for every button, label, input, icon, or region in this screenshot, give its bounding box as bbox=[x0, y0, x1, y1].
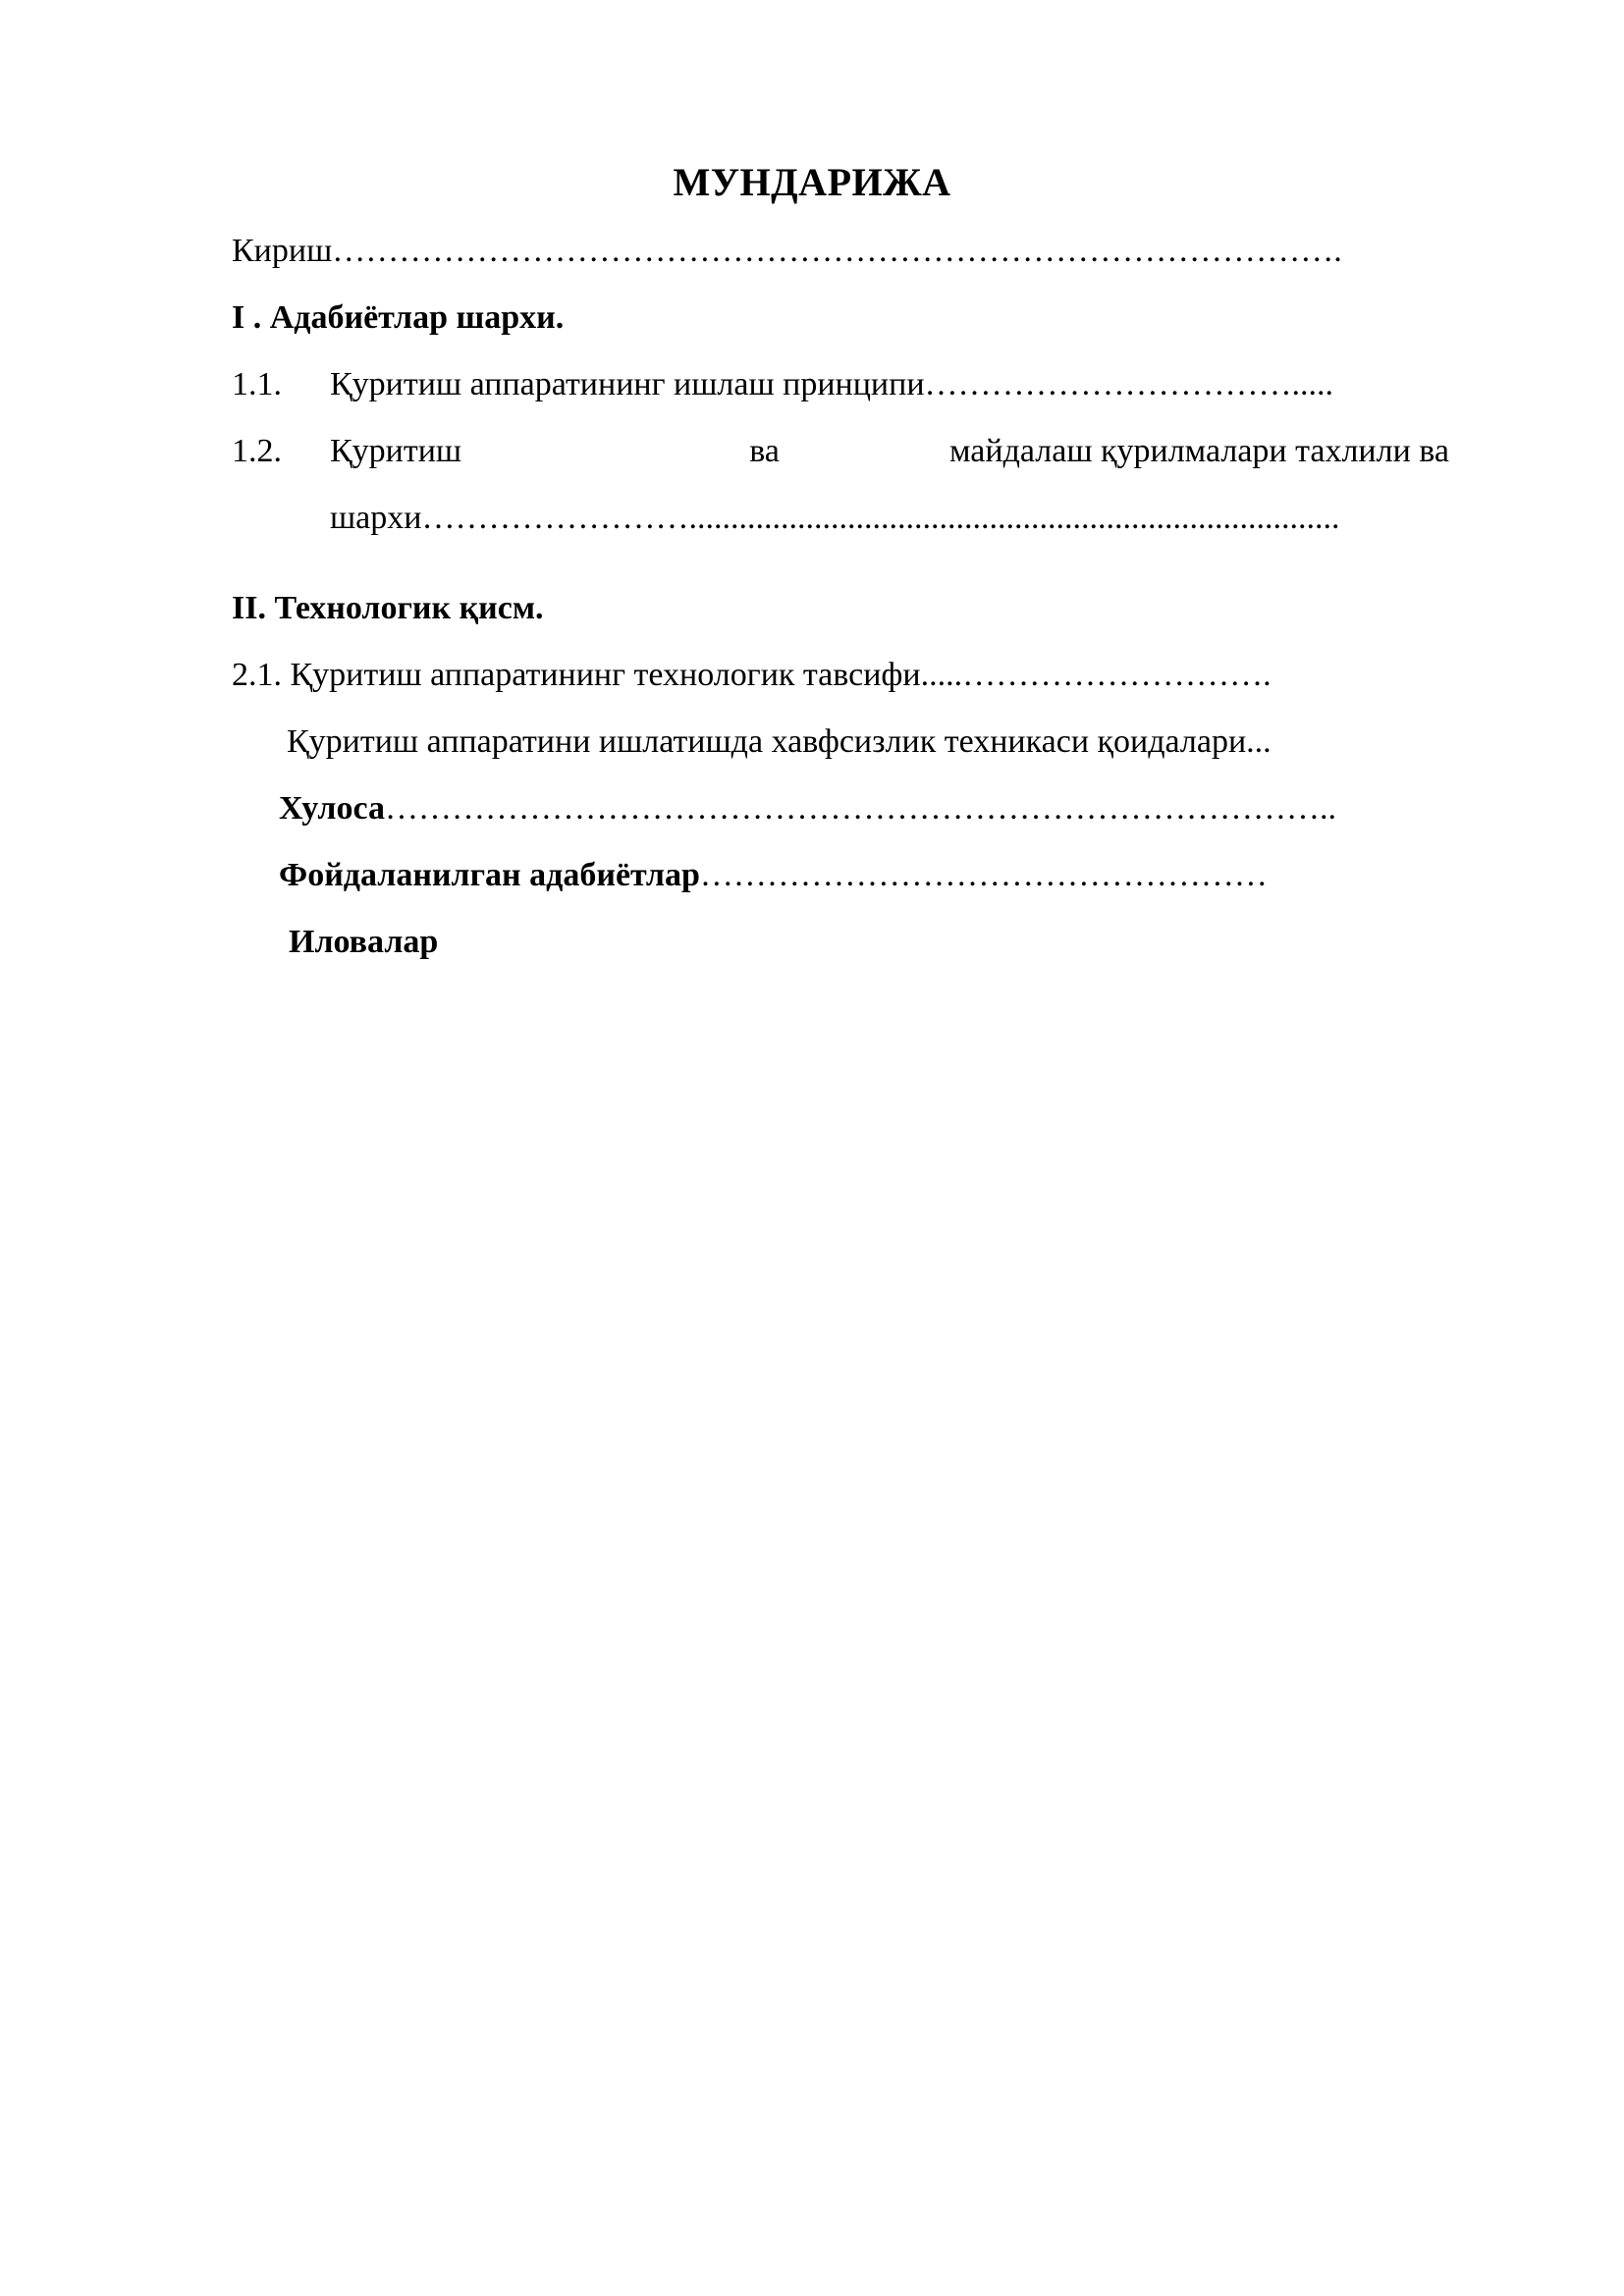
toc-number-1-2: 1.2. bbox=[232, 433, 282, 469]
references-dots: …………………………………………… bbox=[699, 857, 1268, 893]
toc-entry-1-2-word3: майдалаш қурилмалари тахлили ва bbox=[949, 433, 1449, 469]
toc-entry-intro: Кириш………………………………………………………………………………. bbox=[232, 233, 1342, 269]
toc-entry-1-2-word2: ва bbox=[749, 433, 780, 469]
toc-entry-1-1: Қуритиш аппаратининг ишлаш принципи……………………………..... bbox=[330, 366, 1334, 402]
toc-entry-conclusion bbox=[279, 789, 1437, 828]
section-heading-1: I . Адабиётлар шархи. bbox=[232, 299, 565, 336]
conclusion-label: Хулоса bbox=[279, 790, 385, 827]
toc-entry-1-2-continuation: шархи…………………….............................................................................. bbox=[330, 500, 1340, 536]
toc-entry-1-2-word1: Қуритиш bbox=[330, 433, 462, 469]
page-title: МУНДАРИЖА bbox=[673, 160, 951, 204]
section-heading-2: II. Технологик қисм. bbox=[232, 590, 544, 626]
toc-entry-2-1: 2.1. Қуритиш аппаратининг технологик тавсифи.....………………………. bbox=[232, 657, 1272, 693]
toc-entry-appendix: Иловалар bbox=[289, 924, 439, 960]
toc-entry-2-2: Қуритиш аппаратини ишлатишда хавфсизлик техникаси қоидалари... bbox=[287, 723, 1272, 760]
conclusion-dots: ………………………………………………………………………….. bbox=[385, 790, 1336, 827]
toc-entry-references bbox=[279, 856, 1437, 895]
toc-entry-1-2 bbox=[330, 432, 1449, 471]
references-label: Фойдаланилган адабиётлар bbox=[279, 857, 700, 893]
toc-number-1-1: 1.1. bbox=[232, 366, 282, 402]
